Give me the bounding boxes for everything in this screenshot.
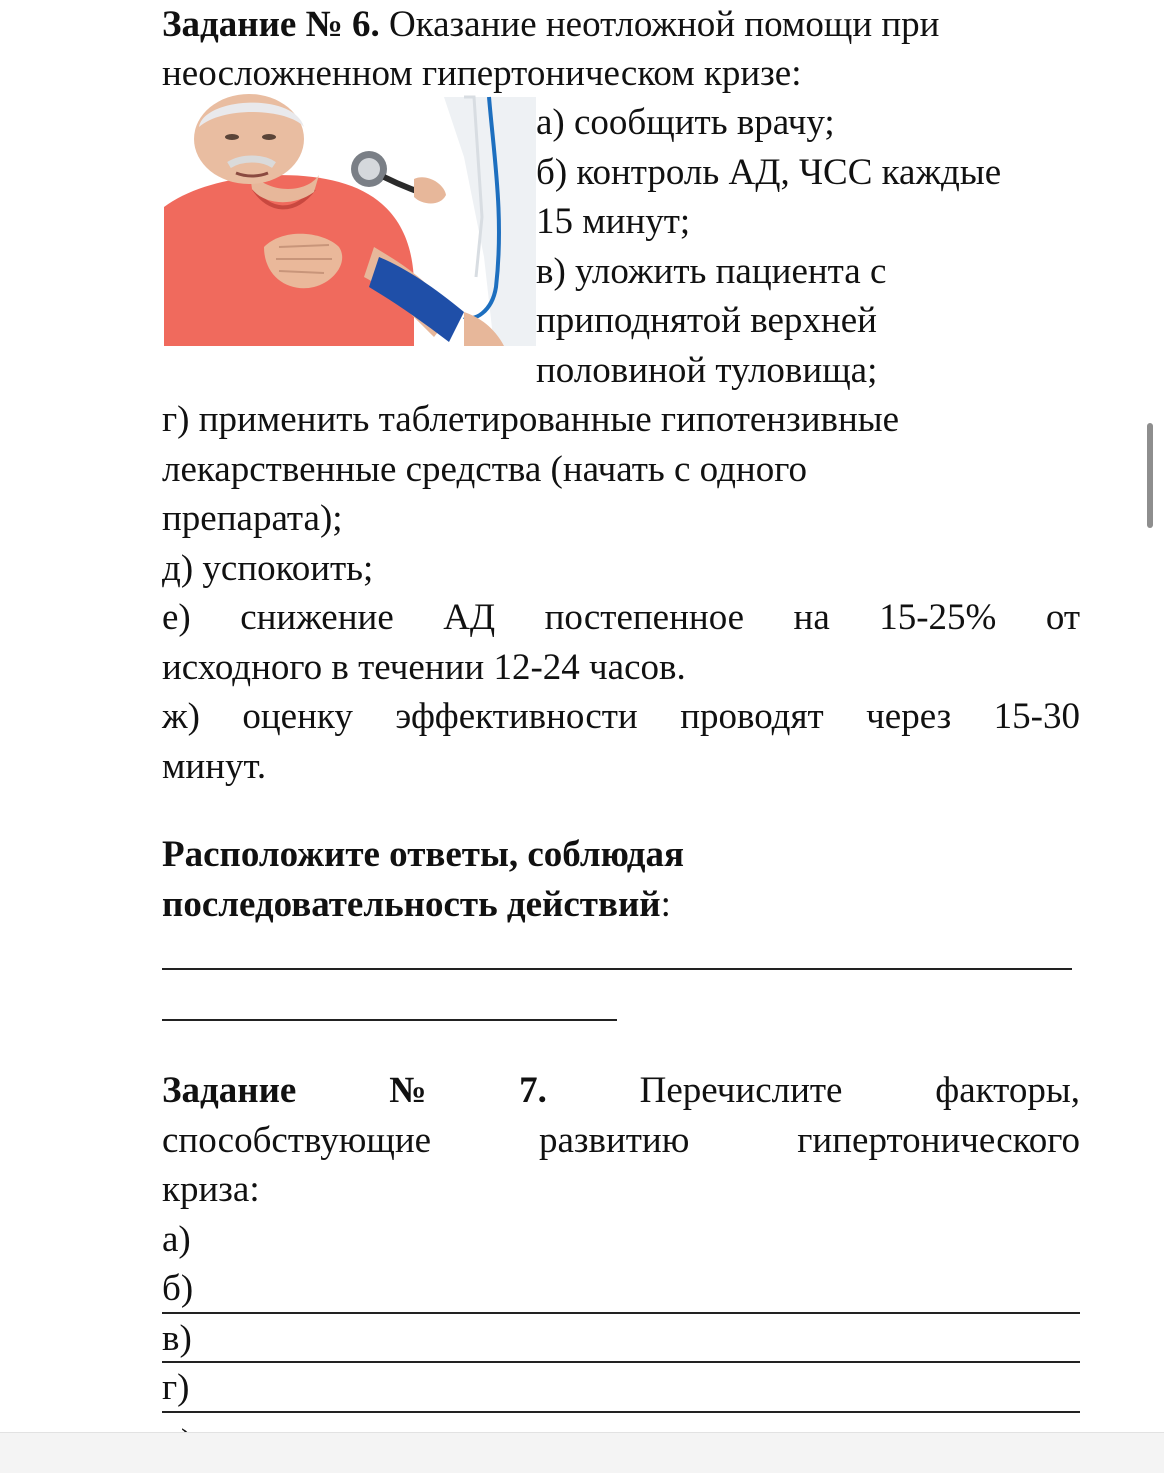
task7-word-development: развитию — [538, 1119, 690, 1161]
answer-blank-line-short[interactable] — [162, 1019, 617, 1021]
answer-label-b: б) — [162, 1268, 194, 1309]
option-g-cont2: препарата); — [162, 498, 343, 539]
bottom-toolbar — [0, 1432, 1164, 1473]
question-colon: : — [660, 883, 671, 925]
task7-word-hypertensive: гипертонического — [797, 1119, 1080, 1161]
task7 — [162, 1066, 1080, 1413]
option-d: д) успокоить; — [162, 547, 374, 589]
question-line2 — [162, 880, 1080, 930]
sequence-question — [162, 830, 1080, 929]
task7-word-factors: факторы, — [935, 1070, 1080, 1111]
task7-word-list: Перечислите — [639, 1070, 843, 1111]
option-zh: ж) оценку эффективности проводят через 15-30 — [162, 696, 1080, 737]
option-b: б) контроль АД, ЧСС каждые — [536, 151, 1002, 193]
task7-word-number-sign: № — [389, 1070, 427, 1111]
answer-label-d-cutoff — [162, 1418, 193, 1432]
option-zh-cont: минут. — [162, 745, 267, 787]
answer-label-g: г) — [162, 1367, 190, 1408]
question-line1 — [162, 830, 1080, 880]
options-beside-photo — [536, 98, 1001, 395]
option-v-cont: приподнятой верхней — [536, 300, 877, 341]
option-g-cont: лекарственные средства (начать с одного — [162, 448, 807, 490]
options-below — [162, 395, 1080, 791]
option-e: е) снижение АД постепенное на 15-25% от — [162, 597, 1080, 638]
task7-word-contributing: способствующие — [162, 1119, 432, 1161]
answer-label-a: а) — [162, 1218, 191, 1260]
task6-title — [162, 0, 939, 50]
option-v-cont2: половиной туловища; — [536, 349, 878, 391]
task6-title-line2: неосложненном гипертоническом кризе: — [162, 53, 802, 94]
task6-title-text: Оказание неотложной помощи при — [379, 4, 940, 45]
answer-underline-g — [162, 1411, 1080, 1413]
task7-word-number: 7. — [519, 1070, 547, 1111]
option-e-cont: исходного в течении 12-24 часов. — [162, 646, 686, 688]
option-b-cont: 15 минут; — [536, 201, 691, 242]
answer-row-g[interactable] — [162, 1363, 1080, 1413]
option-v: в) уложить пациента с — [536, 250, 887, 292]
patient-blood-pressure-photo — [164, 97, 536, 346]
task6-title-number: Задание № 6. — [162, 4, 380, 45]
task7-line2 — [162, 1116, 1080, 1166]
answer-row-a[interactable] — [162, 1215, 1080, 1265]
answer-row-v[interactable] — [162, 1314, 1080, 1364]
task7-line3: криза: — [162, 1169, 260, 1210]
answer-label-v: в) — [162, 1317, 192, 1359]
task7-word-zadanie: Задание — [162, 1070, 297, 1111]
task7-title — [162, 1066, 1080, 1116]
option-a: а) сообщить врачу; — [536, 102, 835, 143]
answer-row-b[interactable] — [162, 1264, 1080, 1314]
answer-blank-line[interactable] — [162, 968, 1072, 970]
question-line2-text: последовательность действий — [162, 883, 661, 925]
option-g: г) применить таблетированные гипотензивные — [162, 399, 900, 440]
vertical-scrollbar[interactable] — [1147, 423, 1153, 528]
question-line1-text: Расположите ответы, соблюдая — [162, 834, 684, 875]
